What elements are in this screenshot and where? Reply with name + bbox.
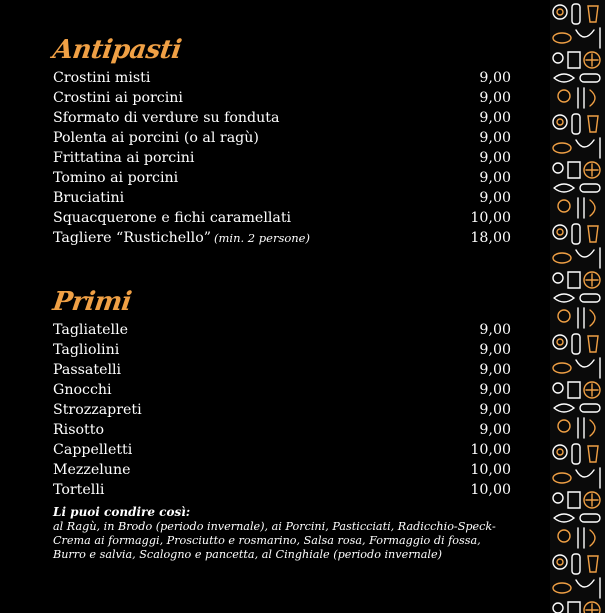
menu-item (53, 88, 511, 108)
item-name: Strozzapreti (53, 402, 142, 418)
item-price: 9,00 (479, 130, 511, 146)
item-name: Risotto (53, 422, 104, 438)
menu-item (53, 420, 511, 440)
item-price: 9,00 (479, 150, 511, 166)
menu-item (53, 188, 511, 208)
item-name: Cappelletti (53, 442, 133, 458)
primi-list (53, 320, 511, 500)
item-price: 9,00 (479, 382, 511, 398)
item-name: Gnocchi (53, 382, 112, 398)
menu-item (53, 400, 511, 420)
item-name (53, 228, 310, 248)
food-pattern-border (550, 0, 605, 613)
menu-item (53, 380, 511, 400)
item-price: 10,00 (470, 210, 511, 226)
item-price: 9,00 (479, 170, 511, 186)
menu-item (53, 460, 511, 480)
item-price: 9,00 (479, 362, 511, 378)
menu-item (53, 360, 511, 380)
item-name: Passatelli (53, 362, 122, 378)
menu-item (53, 148, 511, 168)
menu-item (53, 480, 511, 500)
item-price: 18,00 (470, 230, 511, 246)
menu-item (53, 228, 511, 248)
antipasti-list (53, 68, 511, 248)
menu-item (53, 340, 511, 360)
menu-item (53, 320, 511, 340)
menu-item (53, 208, 511, 228)
item-price: 9,00 (479, 70, 511, 86)
item-price: 9,00 (479, 322, 511, 338)
antipasti-title: Antipasti (50, 35, 184, 65)
item-name-text: Tagliere “Rustichello” (53, 230, 212, 246)
menu-item (53, 128, 511, 148)
item-price: 9,00 (479, 110, 511, 126)
item-note: (min. 2 persone) (214, 231, 310, 245)
item-name: Tortelli (53, 482, 105, 498)
item-name: Bruciatini (53, 190, 125, 206)
menu-item (53, 108, 511, 128)
item-price: 10,00 (470, 462, 511, 478)
item-name: Tomino ai porcini (53, 170, 179, 186)
menu (50, 35, 511, 562)
food-doodle-icon (550, 0, 605, 613)
condiments-text: al Ragù, in Brodo (periodo invernale), ai Porcini, Pasticciati, Radicchio-Speck-Crema ai formaggi, Prosciutto e rosmarino, Salsa rosa, Formaggio di fossa, Burro e salvia, Scalogno e pancetta, al Cinghiale (periodo invernale) (53, 520, 496, 561)
menu-item (53, 440, 511, 460)
item-name: Crostini ai porcini (53, 90, 183, 106)
item-name: Polenta ai porcini (o al ragù) (53, 130, 259, 146)
item-price: 10,00 (470, 482, 511, 498)
item-name: Tagliatelle (53, 322, 129, 338)
item-name: Frittatina ai porcini (53, 150, 195, 166)
item-name: Sformato di verdure su fonduta (53, 110, 280, 126)
item-name: Crostini misti (53, 70, 151, 86)
item-price: 9,00 (479, 190, 511, 206)
item-name: Mezzelune (53, 462, 131, 478)
condiments-title: Li puoi condire così: (53, 505, 191, 519)
item-price: 9,00 (479, 422, 511, 438)
item-price: 10,00 (470, 442, 511, 458)
item-price: 9,00 (479, 402, 511, 418)
menu-item (53, 68, 511, 88)
item-name: Tagliolini (53, 342, 120, 358)
primi-title: Primi (50, 287, 134, 317)
item-name: Squacquerone e fichi caramellati (53, 210, 292, 226)
item-price: 9,00 (479, 342, 511, 358)
menu-item (53, 168, 511, 188)
item-price: 9,00 (479, 90, 511, 106)
section-gap (53, 248, 511, 288)
